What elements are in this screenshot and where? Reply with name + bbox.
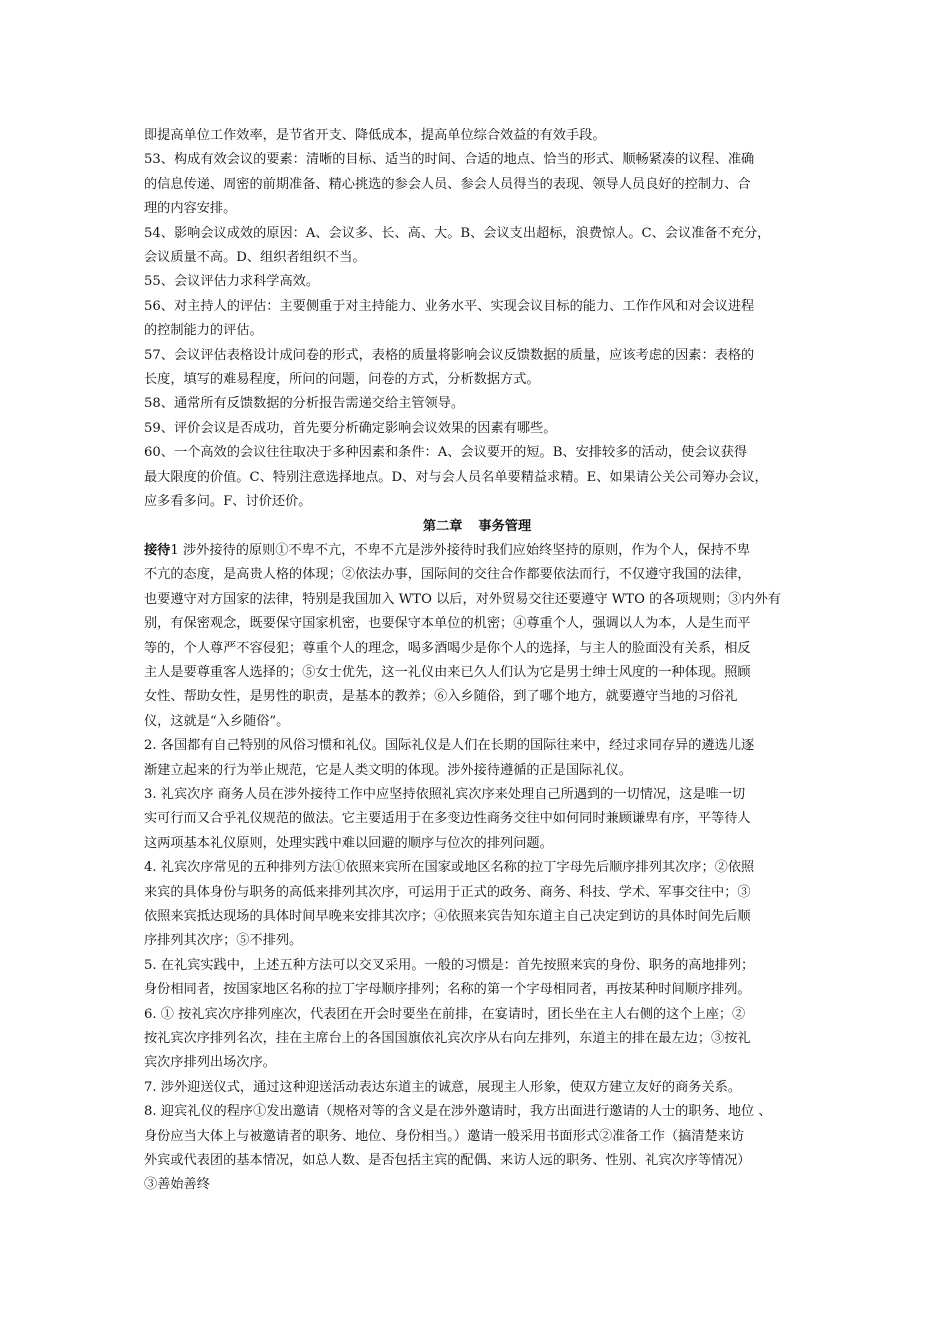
paragraph-line: 身份应当大体上与被邀请者的职务、地位、身份相当。）邀请一般采用书面形式②准备工作（搞清楚来访	[144, 1128, 745, 1144]
paragraph-line: 5. 在礼宾实践中，上述五种方法可以交叉采用。一般的习惯是：首先按照来宾的身份、职务的高地排列；	[144, 957, 755, 973]
chapter-number: 第二章	[422, 518, 463, 534]
paragraph-line: 最大限度的价值。C、特别注意选择地点。D、对与会人员名单要精益求精。E、如果请公关公司筹办会议，	[144, 469, 768, 485]
paragraph-text: 1 涉外接待的原则①不卑不亢，不卑不亢是涉外接待时我们应始终坚持的原则，作为个人，保持不卑	[170, 542, 751, 558]
paragraph-line: 53、构成有效会议的要素：清晰的目标、适当的时间、合适的地点、恰当的形式、顺畅紧凑的议程、准确	[144, 152, 755, 168]
paragraph-line: 按礼宾次序排列名次，挂在主席台上的各国国旗依礼宾次序从右向左排列，东道主的排在最左边；③按礼	[144, 1031, 751, 1047]
paragraph-line: 7. 涉外迎送仪式，通过这种迎送活动表达东道主的诚意，展现主人形象，使双方建立友好的商务关系。	[144, 1079, 742, 1095]
paragraph-line: 宾次序排列出场次序。	[144, 1055, 276, 1071]
paragraph-line: 实可行而又合乎礼仪规范的做法。它主要适用于在多变边性商务交往中如何同时兼顾谦卑有序，平等待人	[144, 811, 751, 827]
paragraph-line: 8. 迎宾礼仪的程序①发出邀请（规格对等的含义是在涉外邀请时，我方出面进行邀请的人士的职务、地位 、	[144, 1104, 772, 1120]
paragraph-line: 外宾或代表团的基本情况，如总人数、是否包括主宾的配偶、来访人远的职务、性别、礼宾次序等情况）	[144, 1153, 751, 1169]
paragraph-line: 序排列其次序；⑤不排列。	[144, 933, 303, 949]
section-before-heading	[144, 124, 810, 515]
paragraph-line: 等的，个人尊严不容侵犯；尊重个人的理念，喝多酒喝少是你个人的选择，与主人的脸面没有关系，相反	[144, 640, 751, 656]
paragraph-line: 长度，填写的难易程度，所问的问题，问卷的方式，分析数据方式。	[144, 372, 540, 388]
paragraph-line: 女性、帮助女性，是男性的职责，是基本的教养；⑥入乡随俗，到了哪个地方，就要遵守当地的习俗礼	[144, 689, 738, 705]
paragraph-line: 59、评价会议是否成功，首先要分析确定影响会议效果的因素有哪些。	[144, 420, 557, 436]
paragraph-line: 仪，这就是“入乡随俗”。	[144, 713, 290, 729]
paragraph-line	[144, 539, 810, 563]
paragraph-line: 这两项基本礼仪原则，处理实践中难以回避的顺序与位次的排列问题。	[144, 835, 553, 851]
paragraph-line: 60、一个高效的会议往往取决于多种因素和条件：A、会议要开的短。B、安排较多的活动，使会议获得	[144, 445, 748, 461]
paragraph-line: 6. ① 按礼宾次序排列座次，代表团在开会时要坐在前排，在宴请时，团长坐在主人右侧的这个上座；②	[144, 1006, 746, 1022]
paragraph-line: 渐建立起来的行为举止规范，它是人类文明的体现。涉外接待遵循的正是国际礼仪。	[144, 762, 632, 778]
paragraph-line: 3. 礼宾次序 商务人员在涉外接待工作中应坚持依照礼宾次序来处理自己所遇到的一切情况，这是唯一切	[144, 786, 746, 802]
paragraph-line: 的控制能力的评估。	[144, 323, 263, 339]
paragraph-line: 不亢的态度，是高贵人格的体现；②依法办事，国际间的交往合作都要依法而行，不仅遵守我国的法律，	[144, 567, 751, 583]
paragraph-line: 理的内容安排。	[144, 201, 237, 217]
paragraph-line: 58、通常所有反馈数据的分析报告需递交给主管领导。	[144, 396, 465, 412]
chapter-title: 事务管理	[478, 518, 532, 534]
paragraph-line: 2. 各国都有自己特别的风俗习惯和礼仪。国际礼仪是人们在长期的国际往来中，经过求同存异的遴选儿逐	[144, 738, 755, 754]
section-after-heading	[144, 563, 810, 1198]
paragraph-label: 接待	[144, 542, 171, 558]
paragraph-line: 54、影响会议成效的原因：A、会议多、长、高、大。B、会议支出超标，浪费惊人。C、会议准备不充分，	[144, 225, 771, 241]
paragraph-line: 也要遵守对方国家的法律，特别是我国加入 WTO 以后，对外贸易交往还要遵守 WTO 的各项规则；③内外有	[144, 591, 781, 607]
paragraph-line: 即提高单位工作效率，是节省开支、降低成本，提高单位综合效益的有效手段。	[144, 128, 606, 143]
paragraph-line: 会议质量不高。D、组织者组织不当。	[144, 250, 366, 266]
paragraph-line: 应多看多问。F、讨价还价。	[144, 494, 312, 510]
paragraph-line: 的信息传递、周密的前期准备、精心挑选的参会人员、参会人员得当的表现、领导人员良好的控制力、合	[144, 176, 751, 192]
chapter-heading	[144, 515, 810, 539]
paragraph-line: 55、会议评估力求科学高效。	[144, 274, 320, 290]
paragraph-line: 57、会议评估表格设计成问卷的形式，表格的质量将影响会议反馈数据的质量，应该考虑的因素：表格的	[144, 347, 755, 363]
paragraph-line: ③善始善终	[144, 1177, 210, 1193]
paragraph-line: 别，有保密观念，既要保守国家机密，也要保守本单位的机密；④尊重个人，强调以人为本，人是生而平	[144, 616, 751, 632]
paragraph-line: 主人是要尊重客人选择的；⑤女士优先，这一礼仪由来已久人们认为它是男士绅士风度的一种体现。照顾	[144, 664, 751, 680]
paragraph-line: 56、对主持人的评估：主要侧重于对主持能力、业务水平、实现会议目标的能力、工作作风和对会议进程	[144, 298, 755, 314]
document-page	[144, 124, 810, 1198]
paragraph-line: 依照来宾抵达现场的具体时间早晚来安排其次序；④依照来宾告知东道主自己决定到访的具体时间先后顺	[144, 908, 751, 924]
paragraph-line: 4. 礼宾次序常见的五种排列方法①依照来宾所在国家或地区名称的拉丁字母先后顺序排列其次序；②依照	[144, 860, 755, 876]
paragraph-line: 来宾的具体身份与职务的高低来排列其次序，可运用于正式的政务、商务、科技、学术、军事交往中；③	[144, 884, 751, 900]
paragraph-line: 身份相同者，按国家地区名称的拉丁字母顺序排列；名称的第一个字母相同者，再按某种时间顺序排列。	[144, 982, 751, 998]
